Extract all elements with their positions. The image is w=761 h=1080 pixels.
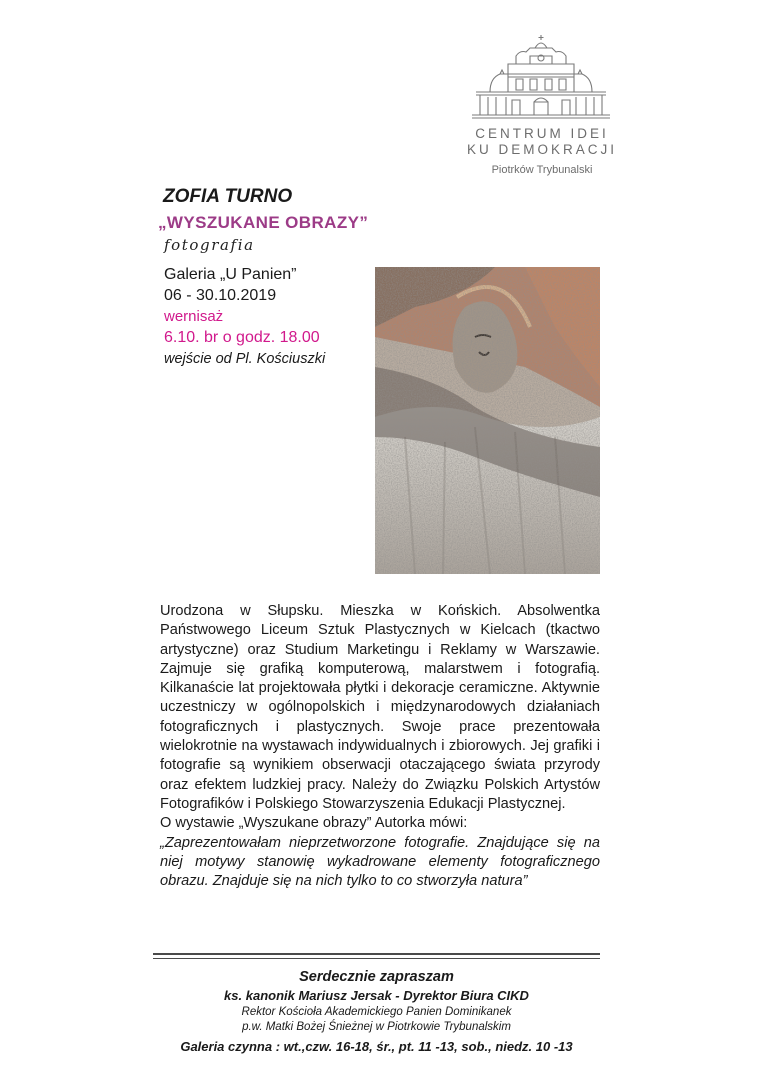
artist-biography [160,602,600,891]
logo [462,34,622,184]
gallery-name: Galeria „U Panien” [164,266,297,283]
entrance-info: wejście od Pl. Kościuszki [164,351,326,367]
org-name-line-2: KU DEMOKRACJI [466,142,617,157]
divider [153,958,600,959]
opening-time: 6.10. br o godz. 18.00 [164,329,320,346]
org-city: Piotrków Trybunalski [491,164,593,176]
artist-name: ZOFIA TURNO [163,186,293,207]
exhibition-title: „WYSZUKANE OBRAZY” [158,213,369,232]
org-name-line-1: CENTRUM IDEI [475,126,609,141]
role-line-2: p.w. Matki Bożej Śnieżnej w Piotrkowie Trybunalskim [242,1021,511,1033]
exhibition-medium: fotografia [164,236,255,254]
divider [153,953,600,955]
opening-hours: Galeria czynna : wt.,czw. 16-18, śr., pt. 11 -13, sob., niedz. 10 -13 [180,1039,573,1054]
exhibition-photo [375,267,600,574]
event-info [164,264,364,369]
footer [153,968,600,1056]
org-name [462,126,622,158]
opening-label: wernisaż [164,308,224,325]
church-facade-icon [470,34,612,126]
artist-quote: „Zaprezentowałam nieprzetworzone fotografie. Znajdujące się na niej motywy stanowię wykadrowane elementy fotograficznego obrazu. Znajduje się na nich tylko to co stworzyła natura” [160,834,600,890]
signature: ks. kanonik Mariusz Jersak - Dyrektor Biura CIKD [224,988,529,1003]
invitation-text: Serdecznie zapraszam [299,969,454,985]
bio-paragraph: Urodzona w Słupsku. Mieszka w Końskich. Absolwentka Państwowego Liceum Sztuk Plastycznych w Kielcach (tkactwo artystyczne) oraz Studium Marketingu i Reklamy w Warszawie. Zajmuje się grafiką komputerową, malarstwem i fotografią. Kilkanaście lat projektowała płytki i dekoracje ceramiczne. Aktywnie uczestniczy w ogólnopolskich i międzynarodowych działaniach fotograficznych i plastycznych. Swoje prace prezentowała wielokrotnie na wystawach indywidualnych i zbiorowych. Jej grafiki i fotografie są wynikiem obserwacji otaczającego świata przyrody oraz efektem ludzkiej pracy. Należy do Związku Polskich Artystów Fotografików i Polskiego Stowarzyszenia Edukacji Plastycznej. [160,603,600,812]
exhibition-dates: 06 - 30.10.2019 [164,287,277,304]
role-line-1: Rektor Kościoła Akademickiego Panien Dominikanek [241,1006,512,1018]
bio-intro: O wystawie „Wyszukane obrazy” Autorka mówi: [160,815,468,832]
